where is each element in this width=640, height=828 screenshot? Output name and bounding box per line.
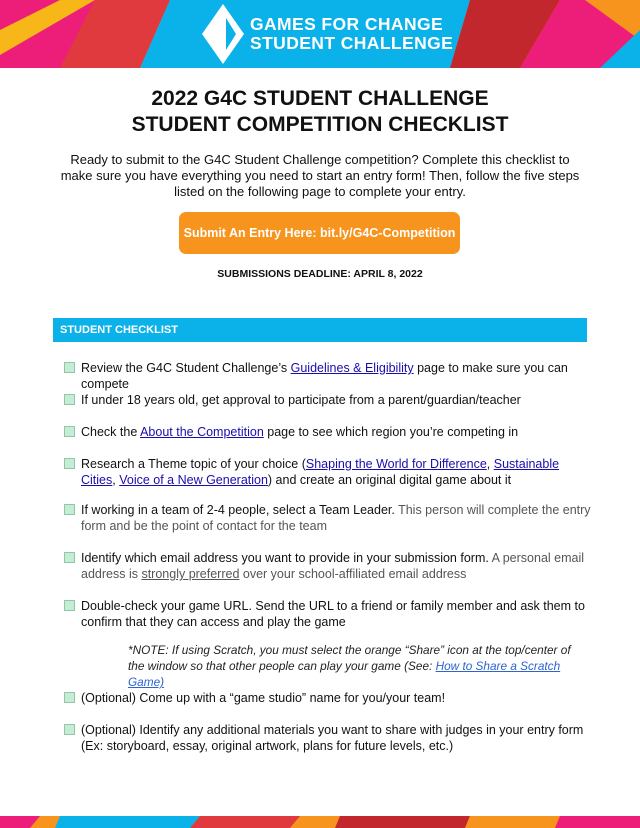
item-text: Identify which email address you want to provide in your submission form. [81,551,489,565]
item-text: Check the [81,425,141,439]
checkbox[interactable] [64,504,75,515]
item-text: ) and create an original digital game about it [267,473,512,487]
checklist-item-email [64,550,594,582]
item-text: (Optional) Come up with a “game studio” name for you/your team! [81,691,446,705]
checkbox[interactable] [64,362,75,373]
about-competition-link[interactable]: About the Competition [140,425,264,439]
item-text: (Optional) Identify any additional materials you want to share with judges in your entry form (Ex: storyboard, essay, original artwork, plans for future levels, etc.) [81,723,584,753]
scratch-share-link[interactable]: How to Share a Scratch Game) [128,659,561,689]
footer-graphic [0,816,640,828]
item-subtext: A personal email address is [81,551,585,581]
title-line-1: 2022 G4C STUDENT CHALLENGE [151,87,489,110]
item-text: Double-check your game URL. Send the URL to a friend or family member and ask them to confirm that they can access and play the game [81,599,585,629]
page-title [0,86,640,138]
theme-link-sustainable-cities[interactable]: Sustainable Cities [81,457,560,487]
checkbox[interactable] [64,426,75,437]
item-text: page to see which region you’re competing in [263,425,519,439]
title-line-2: STUDENT COMPETITION CHECKLIST [131,113,509,136]
logo-line-2: STUDENT CHALLENGE [250,33,454,53]
item-text: page to make sure you can compete [81,361,568,391]
checklist-item-studio-name [64,690,594,706]
footer-stripe [0,816,640,828]
checkbox[interactable] [64,552,75,563]
checklist-header: STUDENT CHECKLIST [53,318,587,342]
logo-text [250,15,453,53]
checklist-item-game-url [64,598,594,630]
checklist-item-materials [64,722,594,754]
separator: , [112,473,120,487]
checklist-item-approval [64,392,594,408]
item-text: Review the G4C Student Challenge’s [81,361,291,375]
intro-paragraph: Ready to submit to the G4C Student Challenge competition? Complete this checklist to make sure you have everything you need to start an entry form! Then, follow the five steps listed on the following page to complete your entry. [60,152,580,199]
note-text: *NOTE: If using Scratch, you must select the orange “Share” icon at the top/center of the window so that other people can play your game (See: [128,643,571,673]
separator: , [486,457,494,471]
checkbox[interactable] [64,394,75,405]
theme-link-voice-generation[interactable]: Voice of a New Generation [119,473,268,487]
checkbox[interactable] [64,724,75,735]
checklist-item-guidelines [64,360,594,392]
submit-entry-button[interactable]: Submit An Entry Here: bit.ly/G4C-Competition [179,212,460,254]
logo-line-1: GAMES FOR CHANGE [250,14,444,34]
checklist-item-team-leader [64,502,594,534]
item-text: Research a Theme topic of your choice ( [81,457,306,471]
checkbox[interactable] [64,458,75,469]
item-text: If working in a team of 2-4 people, select a Team Leader. [81,503,395,517]
item-emphasis: strongly preferred [141,567,240,581]
checkbox[interactable] [64,600,75,611]
scratch-note [128,642,588,690]
item-text: If under 18 years old, get approval to participate from a parent/guardian/teacher [81,393,521,407]
checkbox[interactable] [64,692,75,703]
checklist-item-region [64,424,594,440]
checklist-item-theme [64,456,594,488]
item-subtext: over your school-affiliated email address [239,567,467,581]
theme-link-shaping-world[interactable]: Shaping the World for Difference [305,457,487,471]
submission-deadline: SUBMISSIONS DEADLINE: APRIL 8, 2022 [217,268,423,280]
header-banner [0,0,640,68]
item-subtext: This person will complete the entry form and be the point of contact for the team [81,503,591,533]
guidelines-link[interactable]: Guidelines & Eligibility [290,361,414,375]
